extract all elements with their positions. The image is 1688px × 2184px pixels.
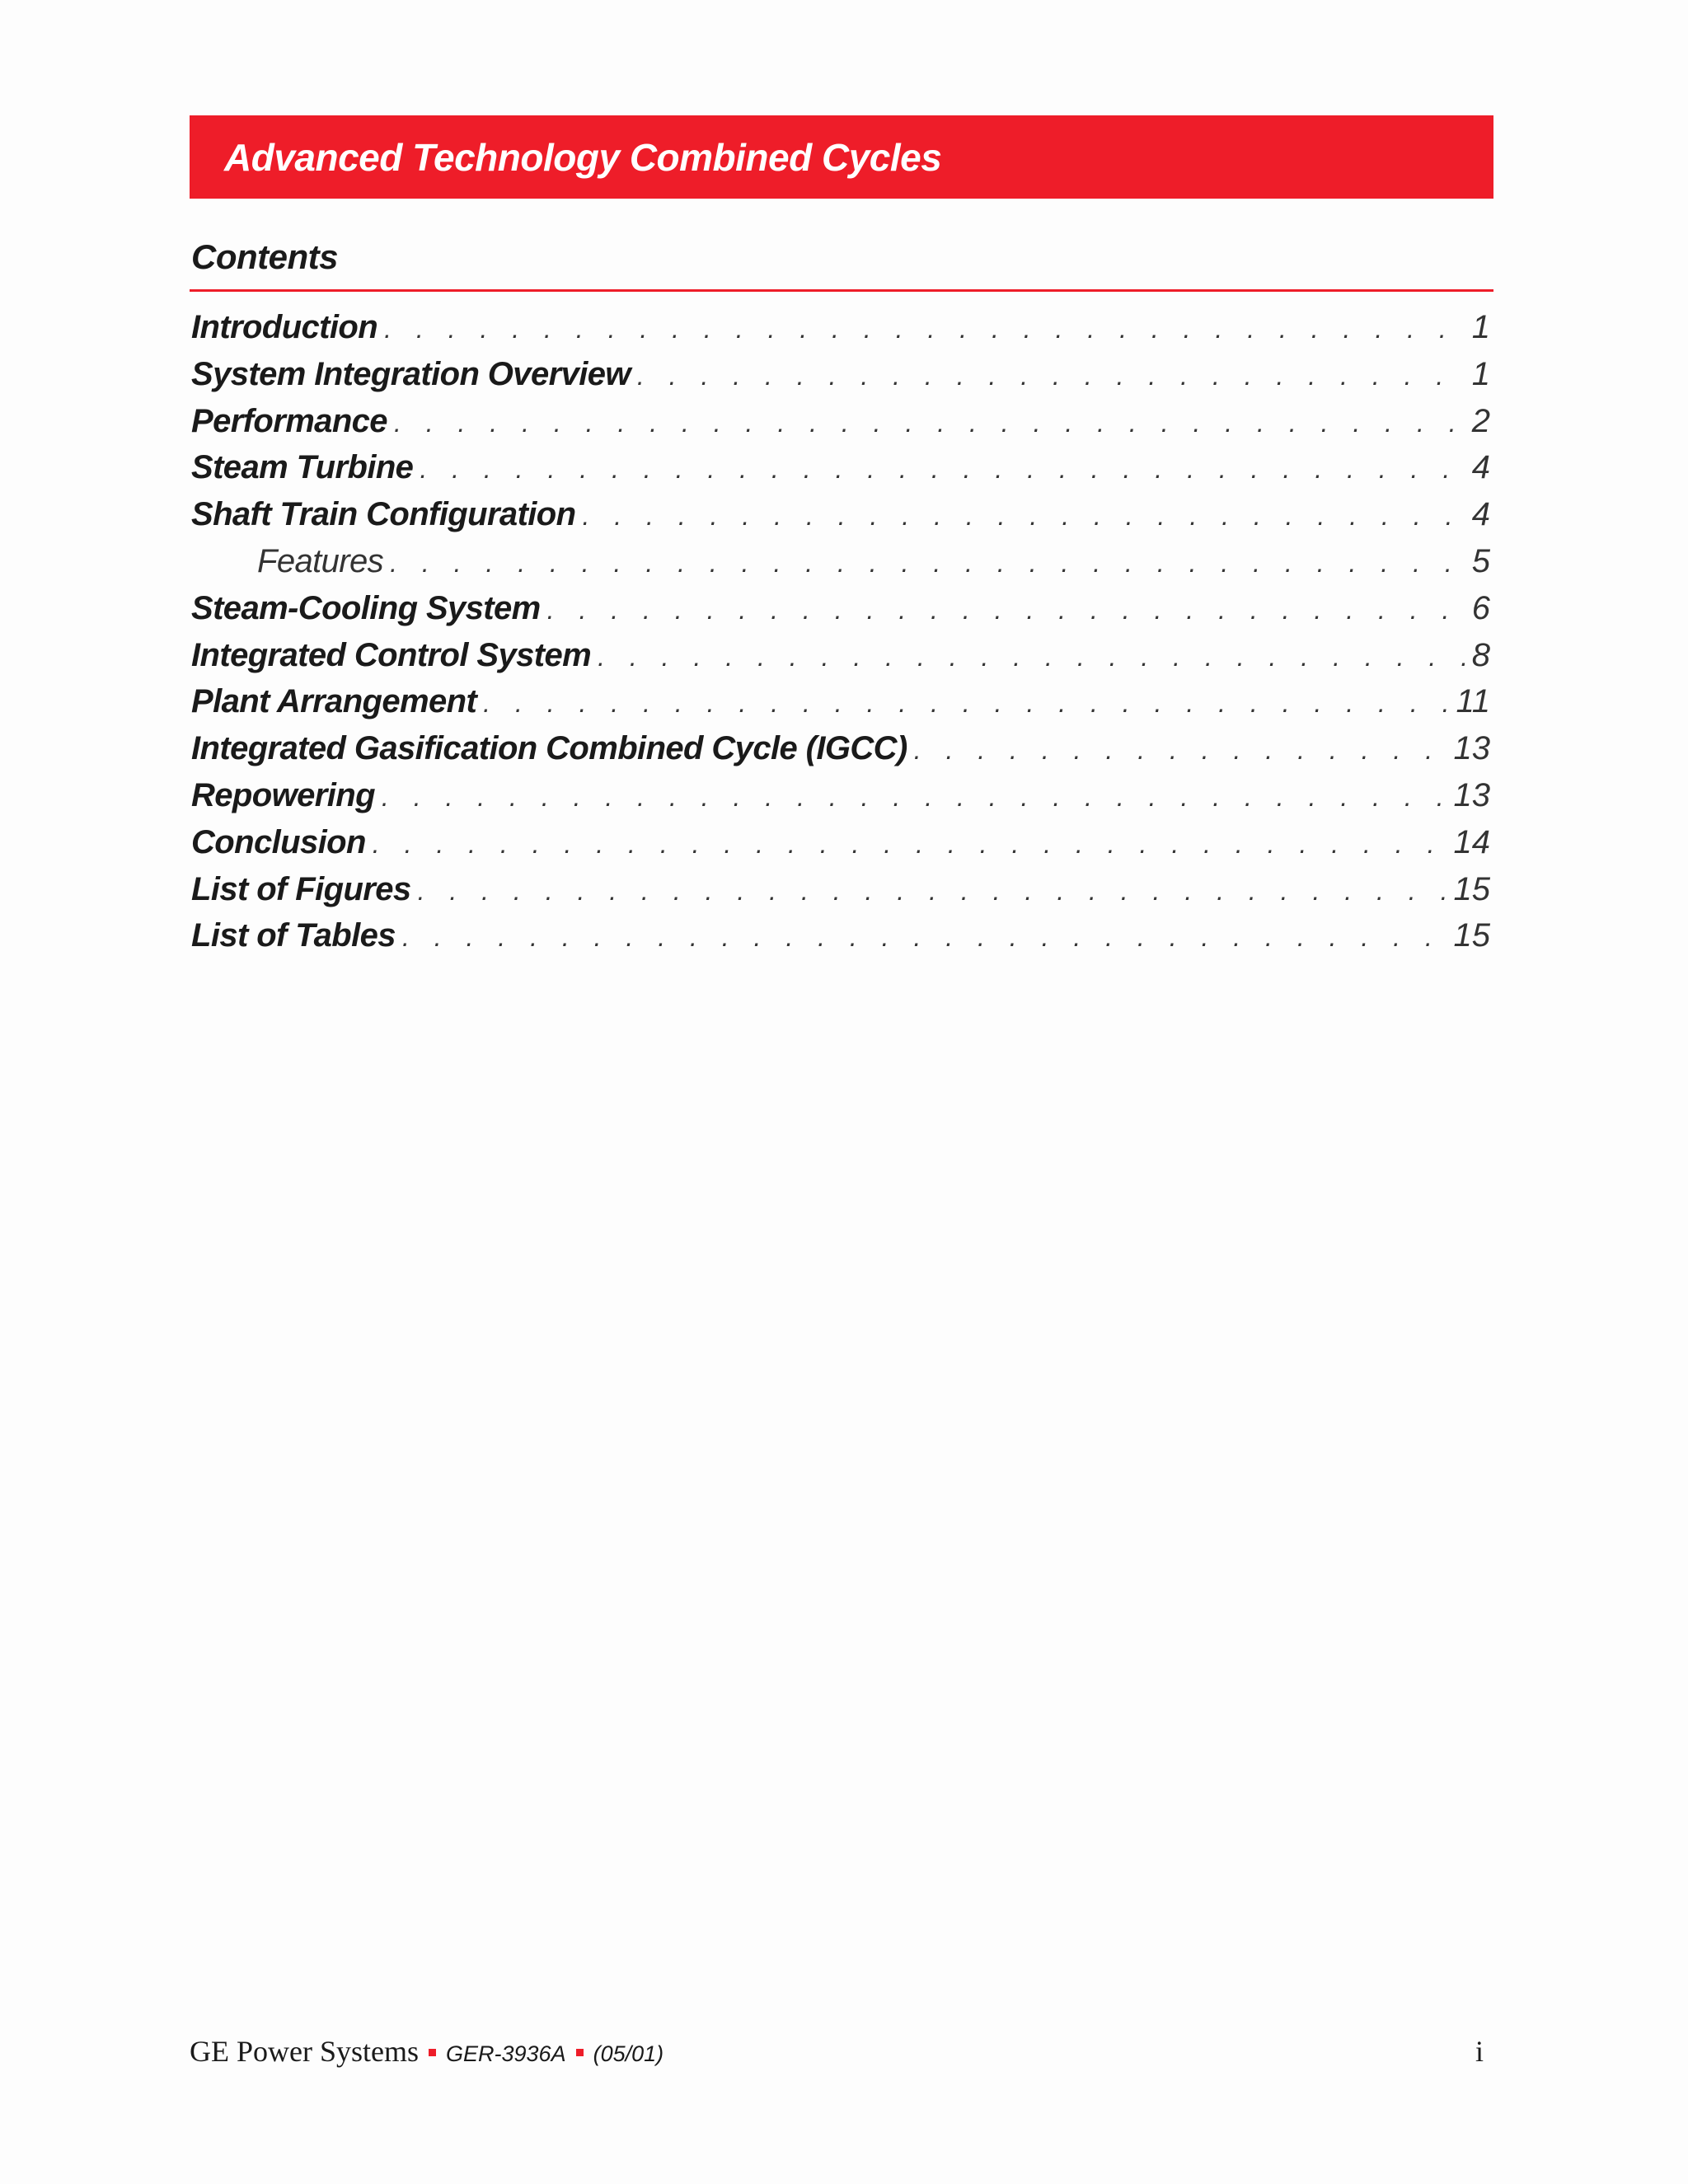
toc-entry-page: 14 xyxy=(1453,823,1490,860)
toc-entry-page: 8 xyxy=(1471,636,1490,673)
toc-entry[interactable] xyxy=(191,912,1493,959)
toc-entry-label: Shaft Train Configuration xyxy=(191,496,576,533)
toc-entry-page: 15 xyxy=(1453,917,1490,954)
toc-entry[interactable] xyxy=(191,491,1493,538)
square-bullet-icon xyxy=(429,2049,436,2056)
toc-entry[interactable] xyxy=(191,819,1493,866)
toc-leader-dots xyxy=(418,868,1449,913)
toc-entry[interactable] xyxy=(191,678,1493,725)
toc-entry-label: List of Tables xyxy=(191,917,396,954)
toc-entry-page: 1 xyxy=(1471,309,1490,345)
toc-entry-label: System Integration Overview xyxy=(191,355,631,392)
toc-entry-label: Plant Arrangement xyxy=(191,683,477,720)
toc-entry[interactable] xyxy=(191,632,1493,679)
toc-entry-label: Features xyxy=(257,542,384,579)
contents-heading: Contents xyxy=(191,237,338,276)
toc-entry-label: Steam-Cooling System xyxy=(191,589,541,626)
toc-leader-dots xyxy=(483,680,1451,725)
toc-leader-dots xyxy=(420,446,1466,491)
toc-entry[interactable] xyxy=(191,304,1493,351)
toc-entry-label: Repowering xyxy=(191,776,375,813)
toc-entry-page: 11 xyxy=(1456,683,1490,720)
toc-leader-dots xyxy=(402,914,1449,959)
toc-entry-page: 13 xyxy=(1453,776,1490,813)
footer-company: GE Power Systems xyxy=(190,2035,419,2068)
toc-leader-dots xyxy=(582,493,1466,538)
toc-entry-label: List of Figures xyxy=(191,870,411,907)
toc-leader-dots xyxy=(390,540,1467,585)
toc-leader-dots xyxy=(547,587,1467,632)
toc-entry-page: 1 xyxy=(1471,355,1490,392)
document-title: Advanced Technology Combined Cycles xyxy=(224,135,942,179)
toc-leader-dots xyxy=(598,634,1467,679)
toc-leader-dots xyxy=(637,353,1467,398)
toc-entry-page: 4 xyxy=(1471,496,1490,533)
toc-entry-page: 6 xyxy=(1471,589,1490,626)
toc-entry[interactable] xyxy=(191,585,1493,632)
toc-leader-dots xyxy=(373,821,1449,866)
toc-entry-page: 4 xyxy=(1471,449,1490,486)
toc-entry-label: Steam Turbine xyxy=(191,449,414,486)
toc-entry-label: Performance xyxy=(191,402,387,439)
toc-entry-label: Integrated Control System xyxy=(191,636,592,673)
toc-entry-label: Introduction xyxy=(191,309,378,345)
toc-subentry[interactable] xyxy=(191,538,1493,585)
toc-entry[interactable] xyxy=(191,725,1493,772)
footer-page-number: i xyxy=(1475,2035,1484,2068)
toc-entry[interactable] xyxy=(191,444,1493,491)
toc-entry-page: 13 xyxy=(1453,730,1490,767)
toc-entry-label: Integrated Gasification Combined Cycle (IGCC) xyxy=(191,730,907,767)
footer-doc-code: GER-3936A xyxy=(446,2041,566,2066)
toc-entry-label: Conclusion xyxy=(191,823,366,860)
toc-leader-dots xyxy=(384,306,1467,351)
toc-leader-dots xyxy=(914,727,1449,772)
toc-entry-page: 2 xyxy=(1471,402,1490,439)
toc-entry[interactable] xyxy=(191,351,1493,398)
toc-entry-page: 15 xyxy=(1453,870,1490,907)
toc-entry[interactable] xyxy=(191,866,1493,913)
toc-leader-dots xyxy=(382,774,1449,819)
page-footer xyxy=(190,2034,1484,2075)
toc-entry[interactable] xyxy=(191,398,1493,445)
contents-divider xyxy=(190,289,1493,292)
square-bullet-icon xyxy=(576,2049,584,2056)
footer-date: (05/01) xyxy=(593,2041,664,2066)
title-banner xyxy=(190,115,1493,199)
toc-entry[interactable] xyxy=(191,772,1493,819)
toc-leader-dots xyxy=(394,400,1467,445)
toc-entry-page: 5 xyxy=(1471,542,1490,579)
table-of-contents xyxy=(191,304,1493,959)
